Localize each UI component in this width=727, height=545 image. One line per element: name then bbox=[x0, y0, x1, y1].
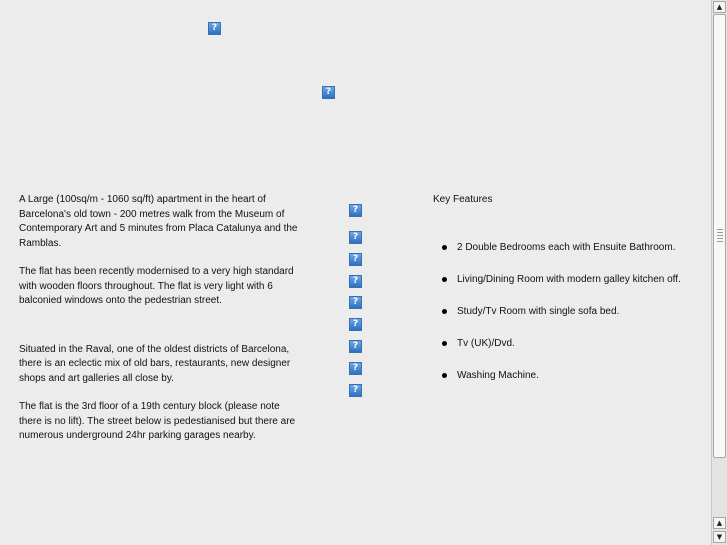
broken-image-icon: ? bbox=[349, 362, 362, 375]
scrollbar-thumb[interactable] bbox=[713, 14, 726, 458]
feature-item: Washing Machine. bbox=[433, 370, 681, 402]
scroll-down-arrow-icon[interactable]: ▼ bbox=[713, 531, 726, 543]
broken-image-icon: ? bbox=[349, 340, 362, 353]
broken-image-icon: ? bbox=[349, 275, 362, 288]
broken-image-icon: ? bbox=[349, 253, 362, 266]
apartment-description bbox=[19, 193, 299, 444]
broken-image-icon: ? bbox=[349, 204, 362, 217]
feature-item: Living/Dining Room with modern galley kitchen off. bbox=[433, 274, 681, 306]
broken-image-icon: ? bbox=[208, 22, 221, 35]
scroll-up-arrow-icon[interactable]: ▲ bbox=[713, 517, 726, 529]
description-paragraph: Situated in the Raval, one of the oldest districts of Barcelona, there is an eclectic mix of old bars, restaurants, new designer shops and art galleries all close by. bbox=[19, 343, 291, 384]
broken-image-icon: ? bbox=[349, 384, 362, 397]
key-features-list bbox=[433, 242, 681, 402]
scroll-up-arrow-icon[interactable]: ▲ bbox=[713, 1, 726, 13]
feature-item: Study/Tv Room with single sofa bed. bbox=[433, 306, 681, 338]
grip-icon bbox=[717, 229, 723, 243]
description-paragraph: The flat has been recently modernised to a very high standard with wooden floors throughout. The flat is very light with 6 balconied windows onto the pedestrian street. bbox=[19, 266, 294, 306]
vertical-scrollbar[interactable] bbox=[711, 0, 727, 545]
feature-item: Tv (UK)/Dvd. bbox=[433, 338, 681, 370]
broken-image-icon: ? bbox=[349, 296, 362, 309]
feature-item: 2 Double Bedrooms each with Ensuite Bathroom. bbox=[433, 242, 681, 274]
key-features-heading: Key Features bbox=[433, 194, 493, 205]
broken-image-icon: ? bbox=[349, 318, 362, 331]
description-paragraph: A Large (100sq/m - 1060 sq/ft) apartment in the heart of Barcelona's old town - 200 metres walk from the Museum of Contemporary Art and 5 minutes from Placa Catalunya and the Ramblas. bbox=[19, 194, 298, 249]
description-paragraph: The flat is the 3rd floor of a 19th century block (please note there is no lift). The street below is pedestianised but there are numerous underground 24hr parking garages nearby. bbox=[19, 401, 296, 441]
broken-image-icon: ? bbox=[322, 86, 335, 99]
broken-image-icon: ? bbox=[349, 231, 362, 244]
